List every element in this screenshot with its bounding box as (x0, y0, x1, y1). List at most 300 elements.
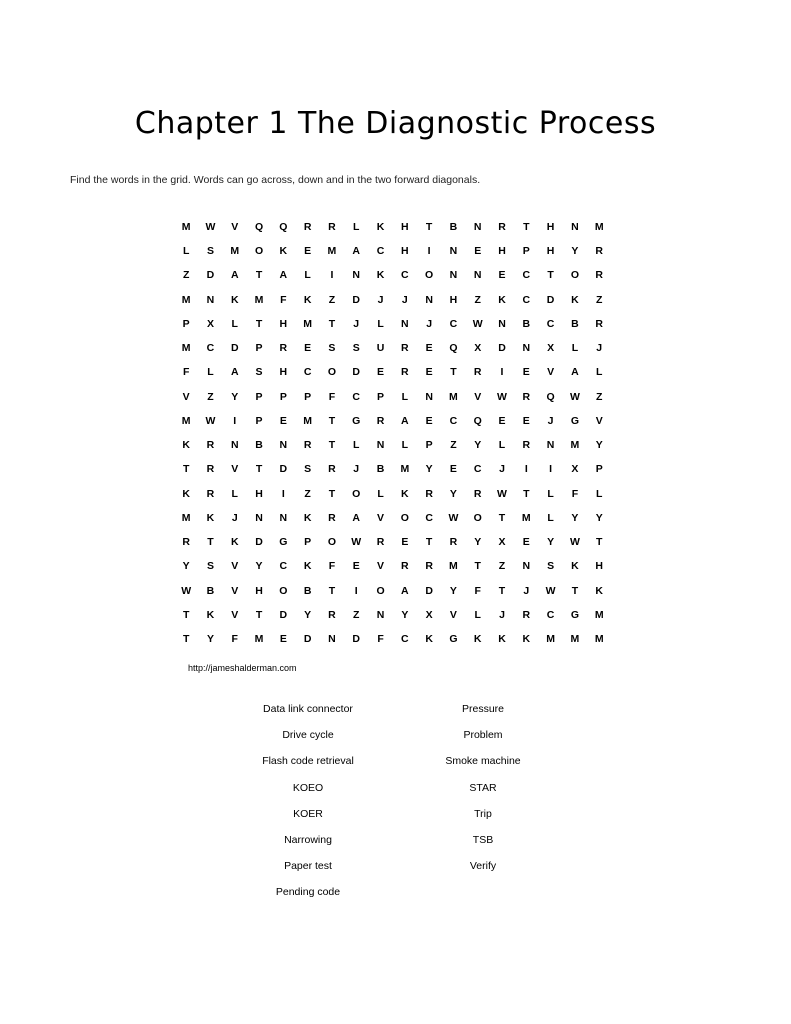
word-list-item: Data link connector (263, 703, 353, 715)
grid-cell: K (425, 633, 433, 646)
grid-cell: T (450, 366, 457, 379)
word-list-right (383, 702, 583, 885)
grid-cell: L (231, 487, 238, 500)
grid-cell: T (255, 269, 263, 282)
grid-cell: A (230, 366, 239, 379)
grid-cell: C (449, 317, 458, 330)
grid-cell: Z (182, 269, 190, 282)
grid-cell: K (571, 293, 579, 306)
grid-cell: N (522, 560, 531, 573)
grid-cell: O (570, 269, 579, 282)
grid-cell: T (571, 584, 579, 597)
grid-row (174, 288, 614, 312)
grid-cell: V (231, 463, 239, 476)
grid-cell: Z (328, 293, 336, 306)
grid-cell: F (571, 487, 579, 500)
grid-row (174, 215, 614, 239)
grid-cell: H (255, 487, 263, 500)
grid-cell: V (547, 366, 555, 379)
grid-cell: M (181, 293, 191, 306)
grid-cell: E (352, 560, 360, 573)
grid-cell: D (352, 633, 361, 646)
grid-row (174, 506, 614, 530)
grid-cell: W (497, 390, 507, 403)
grid-cell: Y (449, 584, 457, 597)
grid-cell: Q (279, 220, 288, 233)
grid-cell: R (376, 414, 385, 427)
grid-cell: C (522, 269, 531, 282)
grid-cell: E (474, 245, 482, 258)
grid-cell: P (255, 342, 263, 355)
grid-cell: R (595, 269, 603, 282)
grid-cell: Y (182, 560, 190, 573)
grid-cell: K (401, 487, 409, 500)
grid-cell: Y (206, 633, 214, 646)
grid-cell: N (473, 269, 482, 282)
grid-cell: L (595, 487, 603, 500)
grid-cell: R (182, 536, 190, 549)
grid-cell: T (474, 560, 481, 573)
grid-cell: I (500, 366, 504, 379)
grid-cell: B (376, 463, 385, 476)
grid-cell: N (279, 439, 288, 452)
grid-cell: A (401, 584, 409, 597)
grid-cell: Z (595, 390, 603, 403)
grid-cell: O (279, 584, 288, 597)
grid-cell: T (595, 536, 603, 549)
grid-cell: K (182, 439, 190, 452)
grid-cell: J (377, 293, 384, 306)
grid-cell: M (570, 633, 580, 646)
grid-cell: R (206, 487, 215, 500)
grid-cell: S (547, 560, 555, 573)
grid-cell: A (279, 269, 288, 282)
grid-row (174, 312, 614, 336)
grid-cell: C (449, 414, 458, 427)
grid-cell: M (303, 414, 312, 427)
grid-cell: W (569, 536, 580, 549)
grid-cell: M (570, 439, 580, 452)
grid-cell: H (546, 245, 555, 258)
grid-cell: C (401, 269, 409, 282)
grid-cell: T (328, 414, 336, 427)
grid-row (174, 264, 614, 288)
word-list-item: Problem (463, 729, 503, 742)
grid-cell: X (498, 536, 506, 549)
grid-row (174, 458, 614, 482)
grid-cell: R (449, 536, 458, 549)
grid-cell: I (354, 584, 358, 597)
grid-cell: M (449, 390, 458, 403)
grid-cell: O (254, 245, 264, 258)
grid-cell: L (231, 317, 238, 330)
grid-cell: R (498, 220, 506, 233)
grid-cell: K (230, 536, 239, 549)
word-list-item: KOER (293, 807, 323, 820)
word-search-grid (174, 215, 614, 652)
grid-cell: Q (254, 220, 264, 233)
grid-cell: H (279, 317, 288, 330)
grid-cell: K (376, 269, 385, 282)
grid-cell: T (498, 584, 506, 597)
grid-cell: O (473, 511, 482, 524)
grid-cell: W (181, 584, 192, 597)
grid-cell: F (474, 584, 481, 597)
grid-cell: G (570, 414, 579, 427)
grid-row (174, 555, 614, 579)
grid-cell: O (376, 584, 385, 597)
grid-cell: Y (571, 511, 579, 524)
grid-cell: N (401, 317, 409, 330)
grid-cell: T (328, 584, 336, 597)
grid-cell: E (279, 414, 287, 427)
grid-cell: O (327, 536, 337, 549)
grid-cell: T (328, 439, 336, 452)
grid-cell: X (474, 342, 482, 355)
grid-cell: F (231, 633, 238, 646)
grid-row (174, 482, 614, 506)
grid-cell: V (231, 220, 239, 233)
grid-cell: R (425, 487, 433, 500)
grid-cell: M (400, 463, 410, 476)
grid-cell: P (182, 317, 190, 330)
grid-cell: C (206, 342, 215, 355)
grid-cell: D (255, 536, 263, 549)
grid-cell: I (233, 414, 237, 427)
grid-row (174, 409, 614, 433)
grid-row (174, 579, 614, 603)
grid-cell: G (570, 608, 579, 621)
grid-cell: T (425, 536, 433, 549)
grid-cell: T (425, 220, 433, 233)
grid-cell: B (522, 317, 531, 330)
grid-cell: T (207, 536, 214, 549)
grid-cell: K (473, 633, 482, 646)
grid-cell: E (401, 536, 409, 549)
grid-cell: W (497, 487, 507, 500)
grid-cell: S (206, 560, 214, 573)
grid-cell: A (352, 245, 361, 258)
grid-cell: I (330, 269, 334, 282)
grid-cell: R (473, 487, 482, 500)
grid-cell: L (595, 366, 603, 379)
grid-cell: R (401, 366, 409, 379)
word-list-item: Pending code (275, 886, 341, 899)
grid-cell: P (377, 390, 385, 403)
grid-cell: K (279, 245, 288, 258)
grid-cell: C (352, 390, 361, 403)
grid-cell: M (546, 633, 555, 646)
grid-cell: A (571, 366, 579, 379)
grid-cell: D (352, 366, 361, 379)
grid-cell: V (231, 584, 239, 597)
grid-cell: N (352, 269, 361, 282)
grid-cell: A (401, 414, 409, 427)
grid-cell: Y (401, 608, 409, 621)
grid-cell: X (206, 317, 214, 330)
grid-cell: Z (450, 439, 457, 452)
grid-cell: H (279, 366, 288, 379)
grid-cell: S (304, 463, 312, 476)
grid-cell: L (498, 439, 506, 452)
grid-cell: W (205, 414, 216, 427)
grid-cell: Y (304, 608, 312, 621)
grid-cell: M (521, 511, 531, 524)
grid-cell: K (303, 511, 312, 524)
grid-cell: Y (571, 245, 579, 258)
grid-cell: C (473, 463, 482, 476)
grid-cell: H (401, 220, 409, 233)
grid-cell: L (377, 487, 384, 500)
grid-cell: N (449, 269, 458, 282)
instructions-text: Find the words in the grid. Words can go across, down and in the two forward diagonals. (70, 174, 481, 186)
grid-cell: H (401, 245, 409, 258)
grid-cell: O (425, 269, 434, 282)
grid-cell: M (449, 560, 458, 573)
grid-cell: V (231, 560, 239, 573)
grid-cell: P (279, 390, 287, 403)
grid-cell: H (546, 220, 555, 233)
grid-cell: N (473, 220, 482, 233)
grid-cell: M (254, 293, 264, 306)
grid-cell: T (523, 487, 530, 500)
grid-cell: H (595, 560, 603, 573)
grid-row (174, 361, 614, 385)
word-list-item: Pressure (461, 703, 504, 715)
grid-cell: Y (474, 536, 482, 549)
grid-cell: K (230, 293, 239, 306)
grid-cell: D (352, 293, 361, 306)
grid-cell: N (206, 293, 215, 306)
grid-cell: N (571, 220, 579, 233)
grid-cell: T (255, 317, 263, 330)
grid-cell: R (522, 439, 531, 452)
grid-cell: M (230, 245, 240, 258)
page-title: Chapter 1 The Diagnostic Process (134, 106, 657, 141)
grid-cell: N (328, 633, 336, 646)
word-list-item: Trip (474, 807, 492, 820)
grid-cell: Y (595, 511, 603, 524)
grid-cell: N (425, 390, 433, 403)
grid-cell: W (448, 511, 459, 524)
grid-cell: V (377, 511, 385, 524)
grid-cell: C (522, 293, 531, 306)
grid-cell: E (425, 366, 433, 379)
grid-cell: C (425, 511, 433, 524)
grid-cell: J (426, 317, 433, 330)
grid-cell: J (401, 293, 408, 306)
grid-cell: L (401, 390, 409, 403)
grid-cell: F (280, 293, 287, 306)
grid-cell: E (425, 414, 433, 427)
grid-cell: L (547, 511, 554, 524)
grid-cell: R (595, 317, 603, 330)
grid-cell: P (522, 245, 530, 258)
grid-cell: W (545, 584, 556, 597)
grid-cell: U (376, 342, 385, 355)
grid-cell: N (425, 293, 433, 306)
grid-cell: T (328, 317, 336, 330)
grid-cell: N (546, 439, 555, 452)
grid-cell: R (206, 439, 215, 452)
grid-cell: N (498, 317, 506, 330)
grid-cell: E (304, 342, 312, 355)
grid-cell: L (304, 269, 311, 282)
grid-cell: Z (207, 390, 214, 403)
grid-cell: I (427, 245, 431, 258)
grid-cell: D (279, 463, 288, 476)
grid-cell: W (569, 390, 580, 403)
grid-cell: R (328, 463, 336, 476)
word-list-item: Drive cycle (282, 729, 334, 742)
grid-cell: T (182, 633, 190, 646)
grid-cell: T (182, 463, 190, 476)
grid-cell: F (182, 366, 190, 379)
grid-cell: R (595, 245, 603, 258)
grid-cell: D (425, 584, 433, 597)
grid-cell: K (595, 584, 603, 597)
grid-cell: V (377, 560, 385, 573)
grid-cell: V (595, 414, 603, 427)
grid-cell: H (498, 245, 506, 258)
grid-cell: C (303, 366, 312, 379)
word-list-item: KOEO (292, 781, 324, 794)
grid-cell: E (304, 245, 312, 258)
grid-cell: D (303, 633, 312, 646)
word-list-item: Flash code retrieval (262, 755, 354, 768)
grid-cell: I (281, 487, 285, 500)
grid-cell: J (353, 317, 360, 330)
grid-cell: G (279, 536, 288, 549)
grid-cell: R (522, 390, 531, 403)
grid-cell: N (279, 511, 288, 524)
grid-cell: E (425, 342, 433, 355)
grid-cell: E (522, 414, 530, 427)
grid-cell: D (206, 269, 215, 282)
grid-cell: R (473, 366, 482, 379)
grid-cell: R (328, 220, 336, 233)
grid-cell: R (206, 463, 215, 476)
grid-cell: N (522, 342, 531, 355)
grid-cell: L (353, 439, 360, 452)
grid-cell: C (401, 633, 409, 646)
word-list-item: TSB (472, 833, 494, 846)
grid-cell: T (328, 487, 336, 500)
grid-cell: P (255, 390, 263, 403)
grid-cell: F (377, 633, 384, 646)
grid-cell: Y (474, 439, 482, 452)
grid-cell: A (352, 511, 361, 524)
grid-cell: K (498, 293, 506, 306)
grid-cell: M (181, 414, 191, 427)
grid-cell: L (401, 439, 409, 452)
grid-cell: Y (449, 487, 457, 500)
grid-cell: P (304, 390, 312, 403)
grid-cell: C (279, 560, 288, 573)
word-list-left (208, 702, 408, 912)
grid-cell: T (523, 220, 530, 233)
grid-cell: X (547, 342, 555, 355)
grid-cell: K (303, 560, 312, 573)
grid-cell: N (376, 608, 385, 621)
grid-cell: Q (473, 414, 482, 427)
grid-cell: M (181, 342, 191, 355)
grid-cell: M (594, 633, 604, 646)
grid-cell: S (328, 342, 336, 355)
grid-cell: L (207, 366, 214, 379)
grid-cell: J (596, 342, 603, 355)
grid-cell: H (255, 584, 263, 597)
grid-cell: Y (255, 560, 263, 573)
grid-row (174, 530, 614, 554)
grid-cell: B (303, 584, 312, 597)
grid-cell: M (594, 608, 604, 621)
word-list-item: STAR (469, 781, 497, 794)
grid-cell: F (328, 560, 336, 573)
grid-cell: W (205, 220, 216, 233)
grid-cell: R (522, 608, 531, 621)
grid-cell: P (425, 439, 433, 452)
grid-cell: L (182, 245, 190, 258)
grid-cell: K (303, 293, 312, 306)
grid-cell: N (376, 439, 385, 452)
grid-cell: J (499, 463, 505, 476)
grid-cell: J (499, 608, 505, 621)
grid-cell: Q (449, 342, 458, 355)
grid-cell: I (524, 463, 528, 476)
grid-cell: C (546, 608, 555, 621)
grid-cell: S (255, 366, 263, 379)
grid-cell: Y (231, 390, 239, 403)
grid-cell: R (401, 560, 409, 573)
grid-row (174, 385, 614, 409)
grid-cell: O (400, 511, 409, 524)
grid-cell: V (449, 608, 457, 621)
grid-cell: Z (595, 293, 603, 306)
grid-cell: Y (547, 536, 555, 549)
grid-cell: B (206, 584, 215, 597)
grid-cell: P (304, 536, 312, 549)
grid-cell: L (547, 487, 554, 500)
grid-row (174, 603, 614, 627)
grid-cell: R (303, 220, 312, 233)
source-url: http://jameshalderman.com (188, 663, 297, 673)
grid-cell: K (376, 220, 385, 233)
grid-cell: D (546, 293, 555, 306)
grid-cell: J (547, 414, 554, 427)
grid-cell: B (571, 317, 579, 330)
grid-cell: M (594, 220, 604, 233)
word-list-item: Narrowing (284, 833, 332, 846)
grid-cell: M (181, 220, 191, 233)
grid-cell: L (377, 317, 384, 330)
grid-cell: Z (498, 560, 506, 573)
grid-cell: A (230, 269, 239, 282)
grid-cell: L (353, 220, 360, 233)
grid-cell: J (231, 511, 238, 524)
grid-cell: G (352, 414, 361, 427)
grid-cell: R (328, 608, 336, 621)
grid-cell: M (181, 511, 191, 524)
grid-cell: M (303, 317, 312, 330)
word-list-item: Verify (469, 860, 497, 873)
grid-cell: C (376, 245, 385, 258)
grid-cell: S (352, 342, 360, 355)
grid-cell: O (327, 366, 337, 379)
grid-cell: R (328, 511, 336, 524)
grid-cell: R (376, 536, 385, 549)
grid-cell: B (449, 220, 458, 233)
